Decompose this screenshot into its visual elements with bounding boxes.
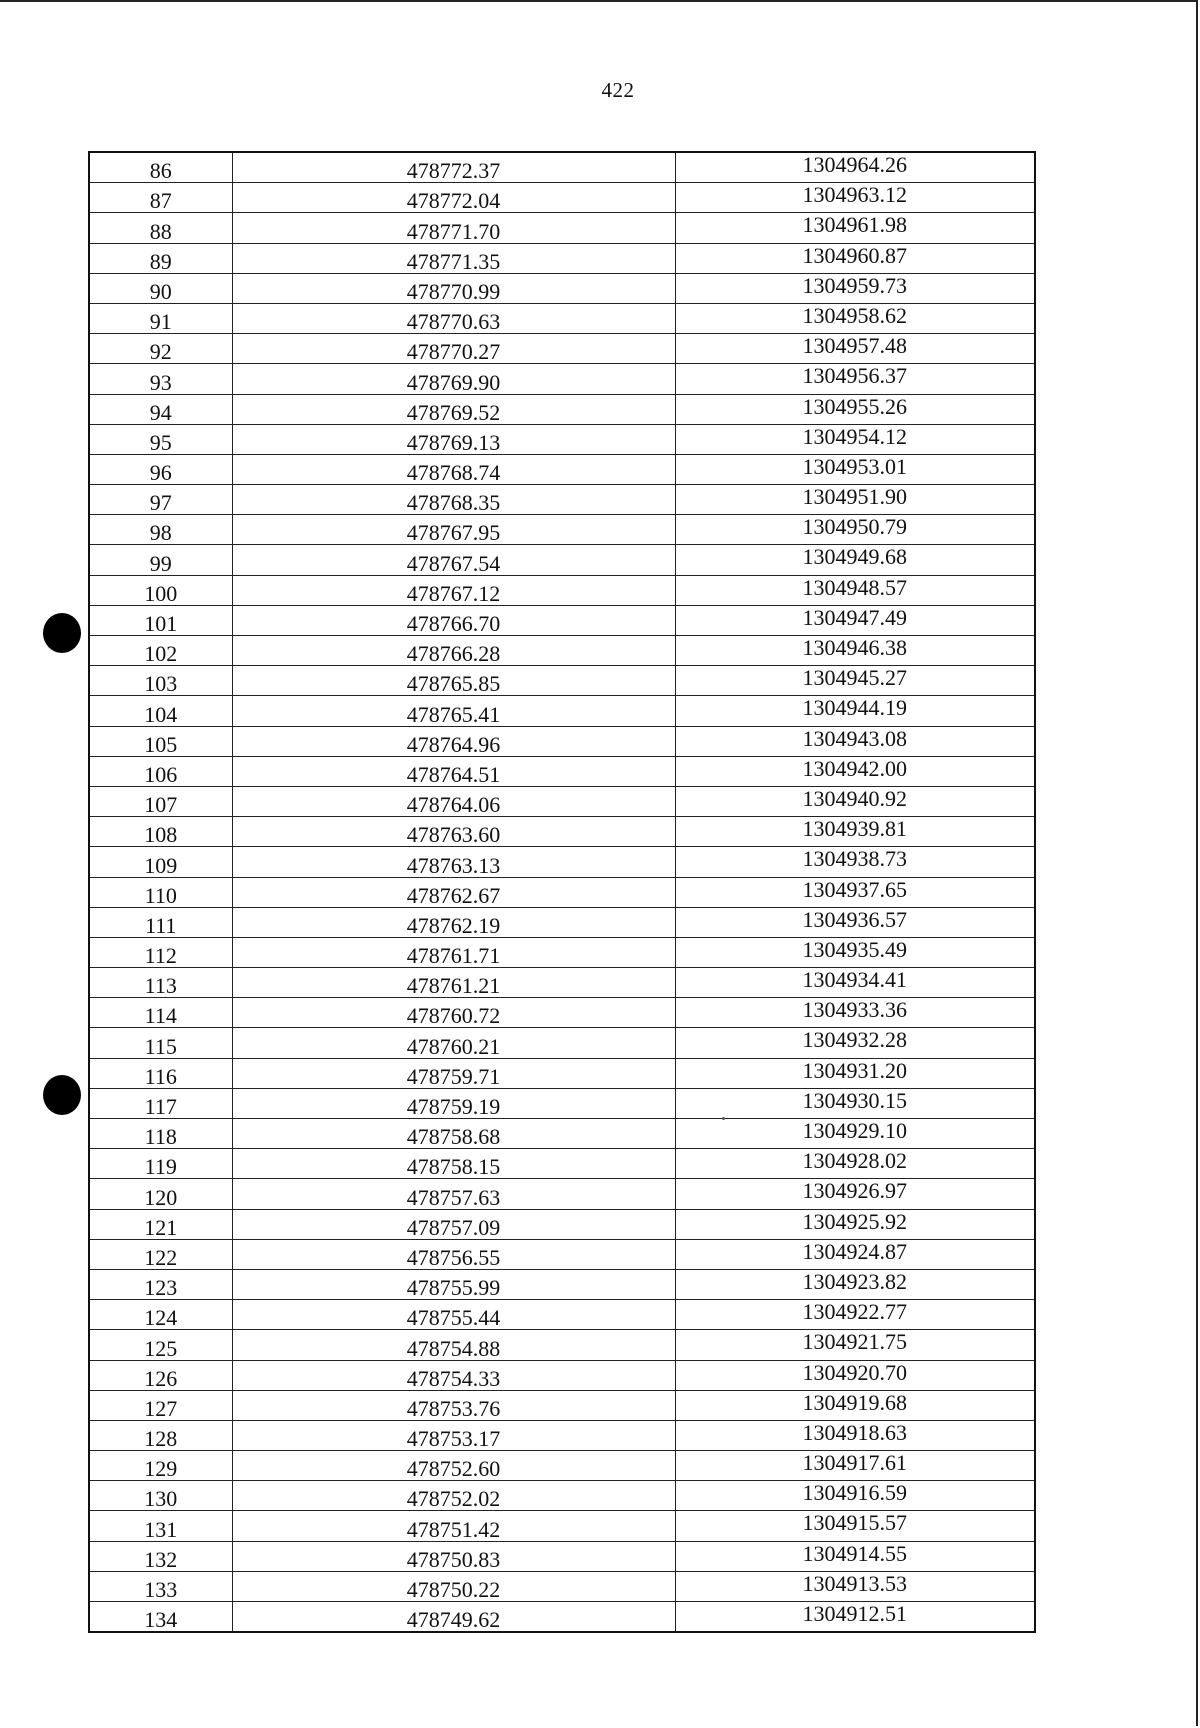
coordinate-table xyxy=(88,151,1036,1633)
y-coordinate-cell: 1304914.55 xyxy=(675,1541,1035,1571)
y-coordinate-cell: 1304922.77 xyxy=(675,1300,1035,1330)
table-row xyxy=(89,1119,1035,1149)
table-row xyxy=(89,847,1035,877)
table-row xyxy=(89,1239,1035,1269)
table-row xyxy=(89,968,1035,998)
x-coordinate-cell: 478767.12 xyxy=(232,575,675,605)
point-number-cell: 99 xyxy=(89,545,232,575)
page-number: 422 xyxy=(601,78,635,102)
x-coordinate-cell: 478749.62 xyxy=(232,1602,675,1633)
y-coordinate-cell: 1304929.10 xyxy=(675,1119,1035,1149)
point-number-cell: 90 xyxy=(89,273,232,303)
y-coordinate-cell: 1304916.59 xyxy=(675,1481,1035,1511)
x-coordinate-cell: 478762.67 xyxy=(232,877,675,907)
point-number-cell: 123 xyxy=(89,1269,232,1299)
point-number-cell: 91 xyxy=(89,303,232,333)
point-number-cell: 89 xyxy=(89,243,232,273)
point-number-cell: 117 xyxy=(89,1088,232,1118)
x-coordinate-cell: 478759.71 xyxy=(232,1058,675,1088)
point-number-cell: 122 xyxy=(89,1239,232,1269)
point-number-cell: 107 xyxy=(89,786,232,816)
point-number-cell: 119 xyxy=(89,1149,232,1179)
point-number-cell: 104 xyxy=(89,696,232,726)
y-coordinate-cell: 1304949.68 xyxy=(675,545,1035,575)
table-row xyxy=(89,152,1035,183)
y-coordinate-cell: 1304928.02 xyxy=(675,1149,1035,1179)
point-number-cell: 88 xyxy=(89,213,232,243)
point-number-cell: 87 xyxy=(89,183,232,213)
table-row xyxy=(89,1571,1035,1601)
table-row xyxy=(89,334,1035,364)
table-row xyxy=(89,636,1035,666)
y-coordinate-cell: 1304943.08 xyxy=(675,726,1035,756)
y-coordinate-cell: 1304926.97 xyxy=(675,1179,1035,1209)
y-coordinate-cell: 1304919.68 xyxy=(675,1390,1035,1420)
point-number-cell: 131 xyxy=(89,1511,232,1541)
y-coordinate-cell: 1304937.65 xyxy=(675,877,1035,907)
point-number-cell: 114 xyxy=(89,998,232,1028)
y-coordinate-cell: 1304912.51 xyxy=(675,1602,1035,1633)
x-coordinate-cell: 478757.63 xyxy=(232,1179,675,1209)
table-row xyxy=(89,696,1035,726)
point-number-cell: 100 xyxy=(89,575,232,605)
point-number-cell: 130 xyxy=(89,1481,232,1511)
y-coordinate-cell: 1304945.27 xyxy=(675,666,1035,696)
y-coordinate-cell: 1304939.81 xyxy=(675,817,1035,847)
x-coordinate-cell: 478770.27 xyxy=(232,334,675,364)
x-coordinate-cell: 478753.76 xyxy=(232,1390,675,1420)
point-number-cell: 121 xyxy=(89,1209,232,1239)
x-coordinate-cell: 478764.06 xyxy=(232,786,675,816)
table-row xyxy=(89,1300,1035,1330)
x-coordinate-cell: 478755.99 xyxy=(232,1269,675,1299)
x-coordinate-cell: 478769.13 xyxy=(232,424,675,454)
table-row xyxy=(89,937,1035,967)
y-coordinate-cell: 1304944.19 xyxy=(675,696,1035,726)
x-coordinate-cell: 478760.21 xyxy=(232,1028,675,1058)
x-coordinate-cell: 478766.28 xyxy=(232,636,675,666)
punch-hole xyxy=(43,613,81,653)
y-coordinate-cell: 1304959.73 xyxy=(675,273,1035,303)
y-coordinate-cell: 1304954.12 xyxy=(675,424,1035,454)
point-number-cell: 134 xyxy=(89,1602,232,1633)
point-number-cell: 92 xyxy=(89,334,232,364)
table-row xyxy=(89,303,1035,333)
x-coordinate-cell: 478752.02 xyxy=(232,1481,675,1511)
y-coordinate-cell: 1304960.87 xyxy=(675,243,1035,273)
point-number-cell: 127 xyxy=(89,1390,232,1420)
point-number-cell: 129 xyxy=(89,1451,232,1481)
table-row xyxy=(89,1330,1035,1360)
table-row xyxy=(89,877,1035,907)
table-row xyxy=(89,1179,1035,1209)
x-coordinate-cell: 478768.74 xyxy=(232,454,675,484)
y-coordinate-cell: 1304924.87 xyxy=(675,1239,1035,1269)
point-number-cell: 120 xyxy=(89,1179,232,1209)
table-row xyxy=(89,1028,1035,1058)
point-number-cell: 103 xyxy=(89,666,232,696)
table-row xyxy=(89,666,1035,696)
y-coordinate-cell: 1304958.62 xyxy=(675,303,1035,333)
table-row xyxy=(89,1451,1035,1481)
y-coordinate-cell: 1304940.92 xyxy=(675,786,1035,816)
x-coordinate-cell: 478751.42 xyxy=(232,1511,675,1541)
x-coordinate-cell: 478767.95 xyxy=(232,515,675,545)
point-number-cell: 102 xyxy=(89,636,232,666)
table-row xyxy=(89,213,1035,243)
y-coordinate-cell: 1304917.61 xyxy=(675,1451,1035,1481)
table-row xyxy=(89,364,1035,394)
x-coordinate-cell: 478765.85 xyxy=(232,666,675,696)
y-coordinate-cell: 1304956.37 xyxy=(675,364,1035,394)
point-number-cell: 124 xyxy=(89,1300,232,1330)
x-coordinate-cell: 478757.09 xyxy=(232,1209,675,1239)
x-coordinate-cell: 478762.19 xyxy=(232,907,675,937)
table-row xyxy=(89,1511,1035,1541)
point-number-cell: 126 xyxy=(89,1360,232,1390)
x-coordinate-cell: 478756.55 xyxy=(232,1239,675,1269)
table-row xyxy=(89,907,1035,937)
point-number-cell: 115 xyxy=(89,1028,232,1058)
y-coordinate-cell: 1304955.26 xyxy=(675,394,1035,424)
x-coordinate-cell: 478753.17 xyxy=(232,1420,675,1450)
table-row xyxy=(89,485,1035,515)
table-row xyxy=(89,786,1035,816)
x-coordinate-cell: 478771.35 xyxy=(232,243,675,273)
table-row xyxy=(89,1390,1035,1420)
y-coordinate-cell: 1304963.12 xyxy=(675,183,1035,213)
x-coordinate-cell: 478766.70 xyxy=(232,605,675,635)
x-coordinate-cell: 478769.90 xyxy=(232,364,675,394)
x-coordinate-cell: 478754.33 xyxy=(232,1360,675,1390)
x-coordinate-cell: 478770.99 xyxy=(232,273,675,303)
x-coordinate-cell: 478767.54 xyxy=(232,545,675,575)
x-coordinate-cell: 478758.15 xyxy=(232,1149,675,1179)
x-coordinate-cell: 478765.41 xyxy=(232,696,675,726)
x-coordinate-cell: 478752.60 xyxy=(232,1451,675,1481)
point-number-cell: 97 xyxy=(89,485,232,515)
y-coordinate-cell: 1304964.26 xyxy=(675,152,1035,183)
table-row xyxy=(89,545,1035,575)
table-row xyxy=(89,515,1035,545)
x-coordinate-cell: 478772.04 xyxy=(232,183,675,213)
table-row xyxy=(89,183,1035,213)
point-number-cell: 111 xyxy=(89,907,232,937)
x-coordinate-cell: 478763.13 xyxy=(232,847,675,877)
y-coordinate-cell: 1304946.38 xyxy=(675,636,1035,666)
x-coordinate-cell: 478771.70 xyxy=(232,213,675,243)
table-row xyxy=(89,243,1035,273)
point-number-cell: 108 xyxy=(89,817,232,847)
y-coordinate-cell: 1304920.70 xyxy=(675,1360,1035,1390)
table-row xyxy=(89,1420,1035,1450)
x-coordinate-cell: 478763.60 xyxy=(232,817,675,847)
y-coordinate-cell: 1304938.73 xyxy=(675,847,1035,877)
table-row xyxy=(89,1602,1035,1633)
y-coordinate-cell: 1304918.63 xyxy=(675,1420,1035,1450)
x-coordinate-cell: 478769.52 xyxy=(232,394,675,424)
table-row xyxy=(89,1541,1035,1571)
point-number-cell: 112 xyxy=(89,937,232,967)
y-coordinate-cell: 1304947.49 xyxy=(675,605,1035,635)
x-coordinate-cell: 478759.19 xyxy=(232,1088,675,1118)
point-number-cell: 125 xyxy=(89,1330,232,1360)
table-row xyxy=(89,1269,1035,1299)
y-coordinate-cell: 1304932.28 xyxy=(675,1028,1035,1058)
y-coordinate-cell: 1304953.01 xyxy=(675,454,1035,484)
point-number-cell: 106 xyxy=(89,756,232,786)
table-row xyxy=(89,1481,1035,1511)
point-number-cell: 93 xyxy=(89,364,232,394)
y-coordinate-cell: 1304930.15 xyxy=(675,1088,1035,1118)
point-number-cell: 113 xyxy=(89,968,232,998)
y-coordinate-cell: 1304950.79 xyxy=(675,515,1035,545)
x-coordinate-cell: 478764.51 xyxy=(232,756,675,786)
y-coordinate-cell: 1304925.92 xyxy=(675,1209,1035,1239)
scan-speck xyxy=(722,1117,725,1120)
point-number-cell: 118 xyxy=(89,1119,232,1149)
x-coordinate-cell: 478770.63 xyxy=(232,303,675,333)
table-row xyxy=(89,1058,1035,1088)
point-number-cell: 128 xyxy=(89,1420,232,1450)
y-coordinate-cell: 1304923.82 xyxy=(675,1269,1035,1299)
x-coordinate-cell: 478768.35 xyxy=(232,485,675,515)
table-row xyxy=(89,575,1035,605)
coordinate-table-body xyxy=(89,152,1035,1632)
point-number-cell: 105 xyxy=(89,726,232,756)
y-coordinate-cell: 1304935.49 xyxy=(675,937,1035,967)
point-number-cell: 101 xyxy=(89,605,232,635)
table-row xyxy=(89,605,1035,635)
table-row xyxy=(89,817,1035,847)
x-coordinate-cell: 478764.96 xyxy=(232,726,675,756)
table-row xyxy=(89,394,1035,424)
table-row xyxy=(89,998,1035,1028)
y-coordinate-cell: 1304915.57 xyxy=(675,1511,1035,1541)
point-number-cell: 109 xyxy=(89,847,232,877)
table-row xyxy=(89,1149,1035,1179)
y-coordinate-cell: 1304948.57 xyxy=(675,575,1035,605)
point-number-cell: 96 xyxy=(89,454,232,484)
table-row xyxy=(89,756,1035,786)
y-coordinate-cell: 1304913.53 xyxy=(675,1571,1035,1601)
x-coordinate-cell: 478754.88 xyxy=(232,1330,675,1360)
point-number-cell: 94 xyxy=(89,394,232,424)
x-coordinate-cell: 478761.21 xyxy=(232,968,675,998)
x-coordinate-cell: 478758.68 xyxy=(232,1119,675,1149)
table-row xyxy=(89,454,1035,484)
y-coordinate-cell: 1304921.75 xyxy=(675,1330,1035,1360)
table-row xyxy=(89,273,1035,303)
point-number-cell: 110 xyxy=(89,877,232,907)
y-coordinate-cell: 1304933.36 xyxy=(675,998,1035,1028)
point-number-cell: 95 xyxy=(89,424,232,454)
y-coordinate-cell: 1304942.00 xyxy=(675,756,1035,786)
x-coordinate-cell: 478750.22 xyxy=(232,1571,675,1601)
y-coordinate-cell: 1304957.48 xyxy=(675,334,1035,364)
x-coordinate-cell: 478772.37 xyxy=(232,152,675,183)
table-row xyxy=(89,726,1035,756)
table-row xyxy=(89,1088,1035,1118)
point-number-cell: 116 xyxy=(89,1058,232,1088)
table-row xyxy=(89,424,1035,454)
y-coordinate-cell: 1304951.90 xyxy=(675,485,1035,515)
y-coordinate-cell: 1304931.20 xyxy=(675,1058,1035,1088)
y-coordinate-cell: 1304934.41 xyxy=(675,968,1035,998)
point-number-cell: 133 xyxy=(89,1571,232,1601)
table-row xyxy=(89,1360,1035,1390)
y-coordinate-cell: 1304936.57 xyxy=(675,907,1035,937)
point-number-cell: 98 xyxy=(89,515,232,545)
x-coordinate-cell: 478760.72 xyxy=(232,998,675,1028)
point-number-cell: 86 xyxy=(89,152,232,183)
x-coordinate-cell: 478761.71 xyxy=(232,937,675,967)
point-number-cell: 132 xyxy=(89,1541,232,1571)
x-coordinate-cell: 478750.83 xyxy=(232,1541,675,1571)
table-row xyxy=(89,1209,1035,1239)
x-coordinate-cell: 478755.44 xyxy=(232,1300,675,1330)
y-coordinate-cell: 1304961.98 xyxy=(675,213,1035,243)
punch-hole xyxy=(43,1075,81,1115)
